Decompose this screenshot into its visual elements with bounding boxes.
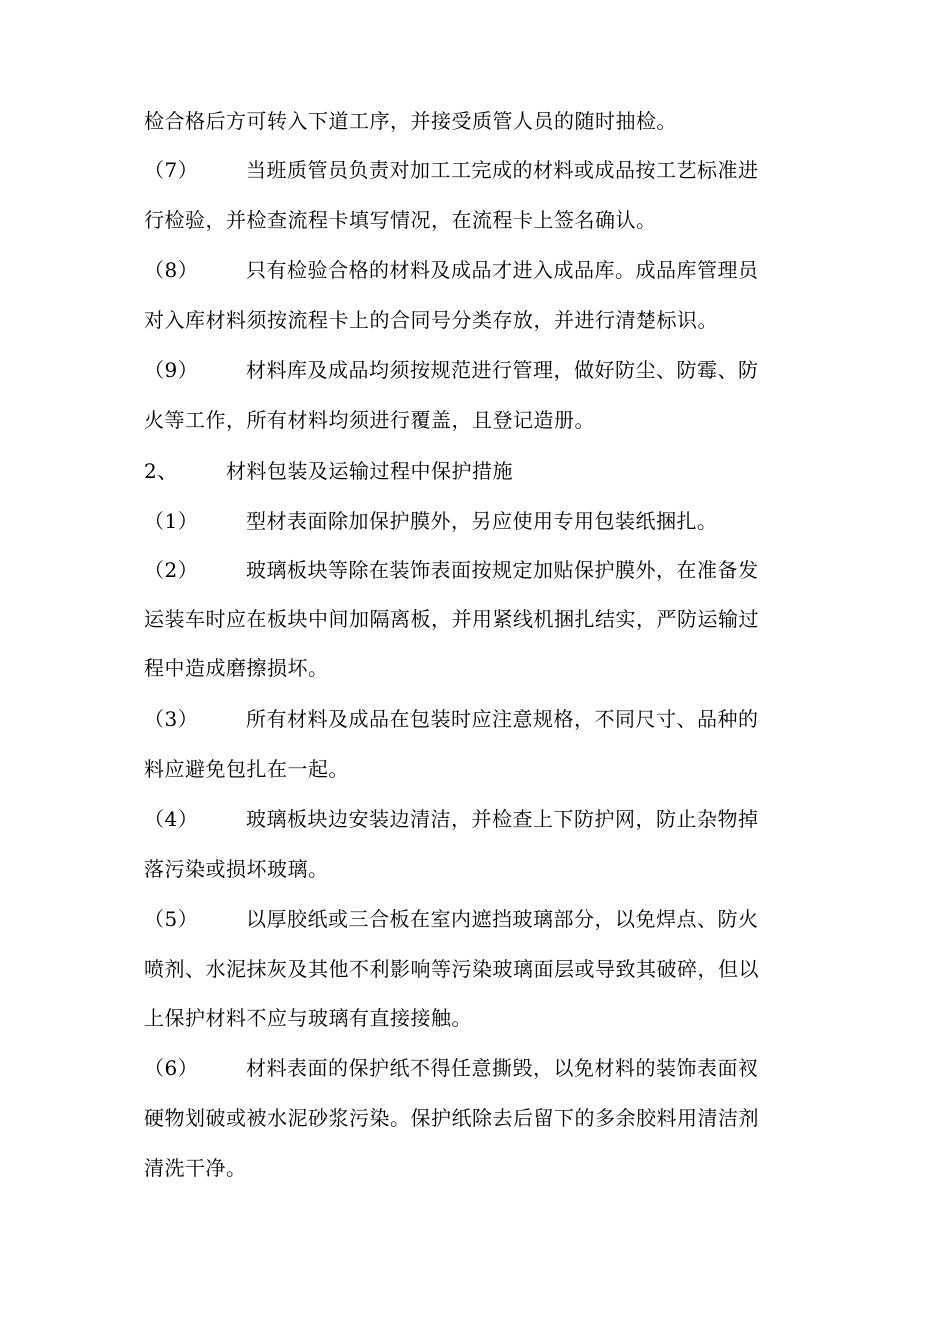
paragraph-line: [144, 257, 759, 283]
item-number: （6）: [144, 1056, 199, 1080]
paragraph-line: [144, 606, 759, 632]
paragraph-line: [144, 655, 329, 681]
line-text: 以厚胶纸或三合板在室内遮挡玻璃部分，以免焊点、防火: [246, 907, 759, 931]
line-text: 运装车时应在板块中间加隔离板，并用紧线机捆扎结实，严防运输过: [144, 607, 759, 631]
line-text: 对入库材料须按流程卡上的合同号分类存放，并进行清楚标识。: [144, 308, 718, 332]
line-text: 玻璃板块等除在装饰表面按规定加贴保护膜外，在准备发: [246, 558, 759, 582]
item-number: （3）: [144, 707, 199, 731]
item-number: （1）: [144, 509, 199, 533]
paragraph-line: [144, 357, 759, 383]
paragraph-line: [144, 1055, 759, 1081]
paragraph-line: [144, 1005, 472, 1031]
line-text: 所有材料及成品在包装时应注意规格，不同尺寸、品种的: [246, 707, 759, 731]
line-text: 落污染或损坏玻璃。: [144, 857, 329, 881]
line-text: 材料库及成品均须按规范进行管理，做好防尘、防霉、防: [246, 358, 759, 382]
line-text: 程中造成磨擦损坏。: [144, 656, 329, 680]
item-number: （2）: [144, 558, 199, 582]
paragraph-line: [144, 1105, 759, 1131]
paragraph-line: [144, 557, 759, 583]
line-text: 型材表面除加保护膜外，另应使用专用包装纸捆扎。: [246, 509, 718, 533]
paragraph-line: [144, 508, 718, 534]
item-number: （7）: [144, 158, 199, 182]
line-text: 只有检验合格的材料及成品才进入成品库。成品库管理员: [246, 258, 759, 282]
line-text: 检合格后方可转入下道工序，并接受质管人员的随时抽检。: [144, 109, 677, 133]
line-text: 火等工作，所有材料均须进行覆盖，且登记造册。: [144, 408, 595, 432]
item-number: （5）: [144, 907, 199, 931]
paragraph-line: [144, 706, 759, 732]
line-text: 料应避免包扎在一起。: [144, 757, 349, 781]
line-text: 材料表面的保护纸不得任意撕毁，以免材料的装饰表面衩: [246, 1056, 759, 1080]
paragraph-line: [144, 307, 718, 333]
paragraph-line: [144, 108, 677, 134]
paragraph-line: [144, 756, 349, 782]
line-text: 喷剂、水泥抹灰及其他不利影响等污染玻璃面层或导致其破碎，但以: [144, 957, 759, 981]
line-text: 行检验，并检查流程卡填写情况，在流程卡上签名确认。: [144, 208, 657, 232]
item-number: （9）: [144, 358, 199, 382]
line-text: 当班质管员负责对加工工完成的材料或成品按工艺标准进: [246, 158, 759, 182]
item-number: （4）: [144, 807, 199, 831]
paragraph-line: [144, 806, 759, 832]
paragraph-line: [144, 207, 657, 233]
section-number: 2、: [144, 459, 178, 483]
paragraph-line: [144, 1155, 247, 1181]
paragraph-line: [144, 407, 595, 433]
paragraph-line: [144, 157, 759, 183]
section-heading: [144, 458, 513, 484]
line-text: 上保护材料不应与玻璃有直接接触。: [144, 1006, 472, 1030]
line-text: 玻璃板块边安装边清洁，并检查上下防护网，防止杂物掉: [246, 807, 759, 831]
paragraph-line: [144, 856, 329, 882]
paragraph-line: [144, 906, 759, 932]
item-number: （8）: [144, 258, 199, 282]
line-text: 清洗干净。: [144, 1156, 247, 1180]
line-text: 硬物划破或被水泥砂浆污染。保护纸除去后留下的多余胶料用清洁剂: [144, 1106, 759, 1130]
section-title: 材料包装及运输过程中保护措施: [226, 459, 513, 483]
paragraph-line: [144, 956, 759, 982]
